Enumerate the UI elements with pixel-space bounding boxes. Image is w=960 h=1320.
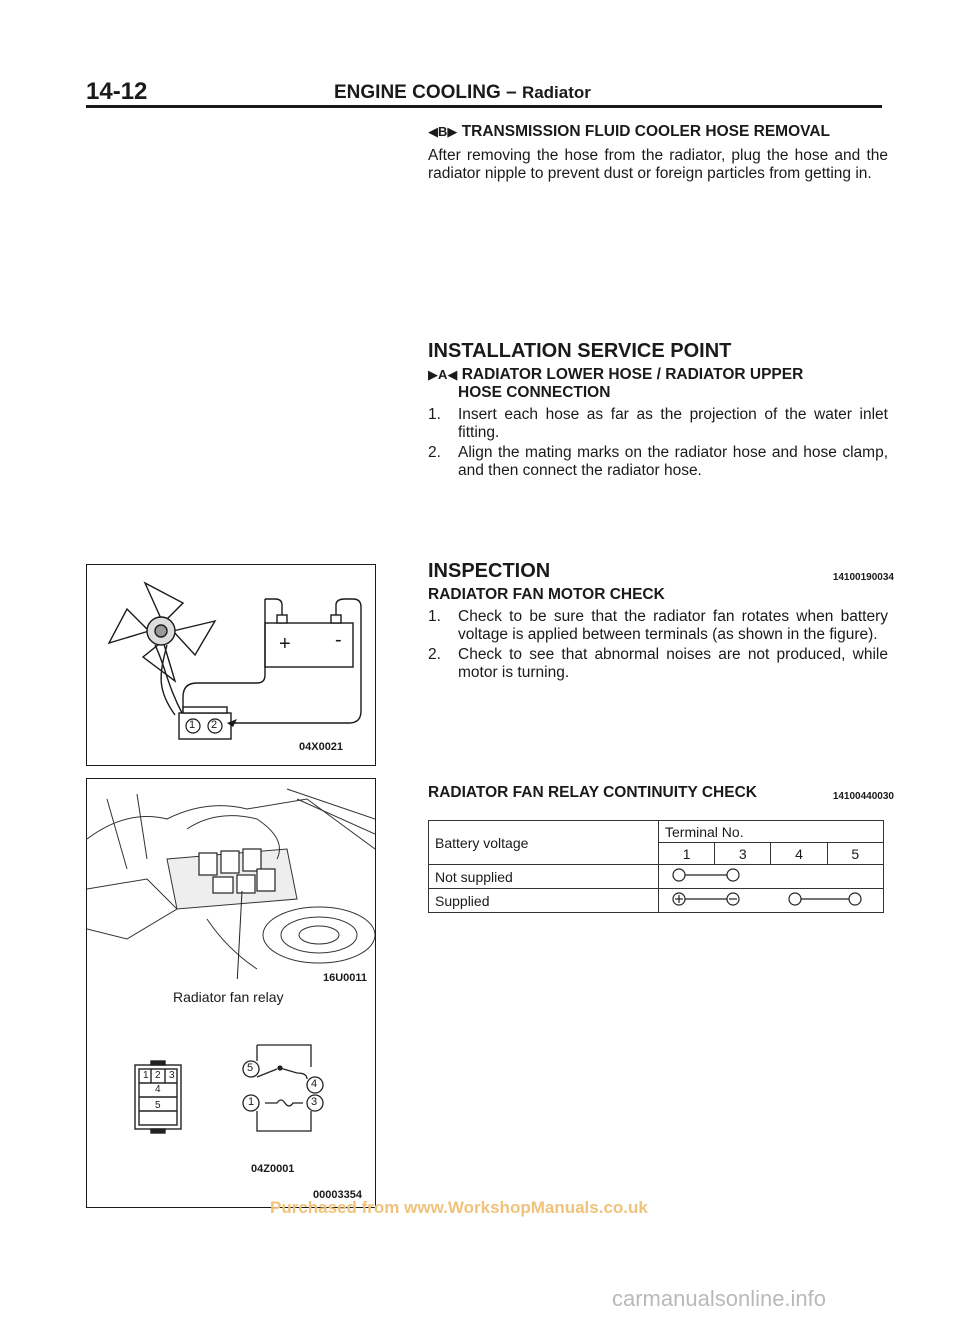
battery-plus-label: +	[279, 633, 291, 655]
removal-section	[428, 123, 888, 183]
installation-subheading-line2: HOSE CONNECTION	[458, 384, 611, 401]
terminal-number: 4	[771, 843, 827, 865]
relay-connector-pin: 4	[155, 1084, 161, 1095]
relay-continuity-table	[428, 820, 884, 913]
section-name: ENGINE COOLING	[334, 82, 501, 103]
terminal-number: 1	[659, 843, 715, 865]
fan-motor-diagram	[87, 565, 375, 765]
relay-pinout-diagram	[87, 1029, 375, 1169]
panel-code: 00003354	[313, 1189, 362, 1201]
relay-connector-pin: 3	[169, 1070, 175, 1081]
installation-step: 1. Insert each hose as far as the projection of the water inlet fitting.	[428, 406, 888, 441]
relay-figure-panel	[86, 778, 376, 1208]
installation-step: 2. Align the mating marks on the radiator hose and hose clamp, and then connect the radiator hose.	[428, 444, 888, 479]
footer-site-watermark: carmanualsonline.info	[612, 1286, 827, 1311]
page-number: 14-12	[86, 78, 148, 105]
terminal-no-header: Terminal No.	[659, 821, 884, 843]
relay-pinout-code: 04Z0001	[251, 1163, 295, 1175]
relay-connector-pin: 2	[155, 1070, 161, 1081]
header-rule	[86, 105, 882, 108]
relay-check-section	[428, 784, 894, 802]
inspection-code: 14100190034	[832, 572, 894, 583]
table-row	[429, 865, 884, 889]
terminal-number: 5	[827, 843, 883, 865]
continuity-marks	[659, 889, 884, 913]
connector-pin-label: 1	[189, 719, 196, 731]
inspection-section	[428, 560, 894, 682]
installation-section	[428, 342, 888, 480]
terminal-number: 3	[715, 843, 771, 865]
continuity-marks	[659, 865, 884, 889]
battery-voltage-header: Battery voltage	[429, 821, 659, 865]
row-label: Supplied	[429, 889, 659, 913]
battery-minus-label: -	[335, 629, 342, 651]
fan-motor-figure-code: 04X0021	[299, 741, 344, 753]
subsection-name: Radiator	[521, 83, 591, 102]
fan-motor-figure	[86, 564, 376, 766]
installation-marker: ▶A◀	[428, 367, 458, 382]
watermark-text: Purchased from www.WorkshopManuals.co.uk	[270, 1198, 648, 1217]
relay-check-code: 14100440030	[832, 791, 894, 802]
installation-subheading: ▶A◀ RADIATOR LOWER HOSE / RADIATOR UPPER	[428, 366, 804, 383]
motor-check-step: 1. Check to be sure that the radiator fan rotates when battery voltage is applied between terminals (as shown in the figure).	[428, 608, 888, 643]
relay-symbol-pin: 3	[311, 1096, 318, 1108]
relay-connector-pin: 5	[155, 1100, 161, 1111]
relay-location-code: 16U0011	[323, 972, 368, 984]
connector-pin-label: 2	[211, 719, 218, 731]
relay-symbol-pin: 4	[311, 1078, 318, 1090]
removal-heading: ◀B▶ TRANSMISSION FLUID COOLER HOSE REMOVAL	[428, 123, 830, 140]
title-separator: –	[506, 82, 517, 103]
motor-check-steps	[428, 608, 888, 682]
installation-heading: INSTALLATION SERVICE POINT	[428, 340, 732, 362]
relay-symbol-pin: 5	[247, 1062, 254, 1074]
supplied-continuity-diagram	[659, 889, 883, 909]
row-label: Not supplied	[429, 865, 659, 889]
motor-check-heading: RADIATOR FAN MOTOR CHECK	[428, 586, 665, 603]
inspection-heading: INSPECTION 14100190034	[428, 562, 888, 580]
section-title	[334, 82, 591, 104]
removal-text: After removing the hose from the radiator, plug the hose and the radiator nipple to prevent dust or foreign particles from getting in.	[428, 147, 888, 182]
table-row	[429, 889, 884, 913]
not-supplied-continuity-diagram	[659, 865, 883, 885]
motor-check-step: 2. Check to see that abnormal noises are not produced, while motor is turning.	[428, 646, 888, 681]
relay-location-illustration	[87, 779, 375, 979]
relay-connector-pin: 1	[143, 1070, 149, 1081]
removal-marker: ◀B▶	[428, 124, 458, 139]
relay-callout-label: Radiator fan relay	[173, 989, 284, 1005]
relay-check-heading: RADIATOR FAN RELAY CONTINUITY CHECK 14100440030	[428, 784, 888, 802]
installation-steps	[428, 406, 888, 480]
relay-symbol-pin: 1	[248, 1096, 255, 1108]
